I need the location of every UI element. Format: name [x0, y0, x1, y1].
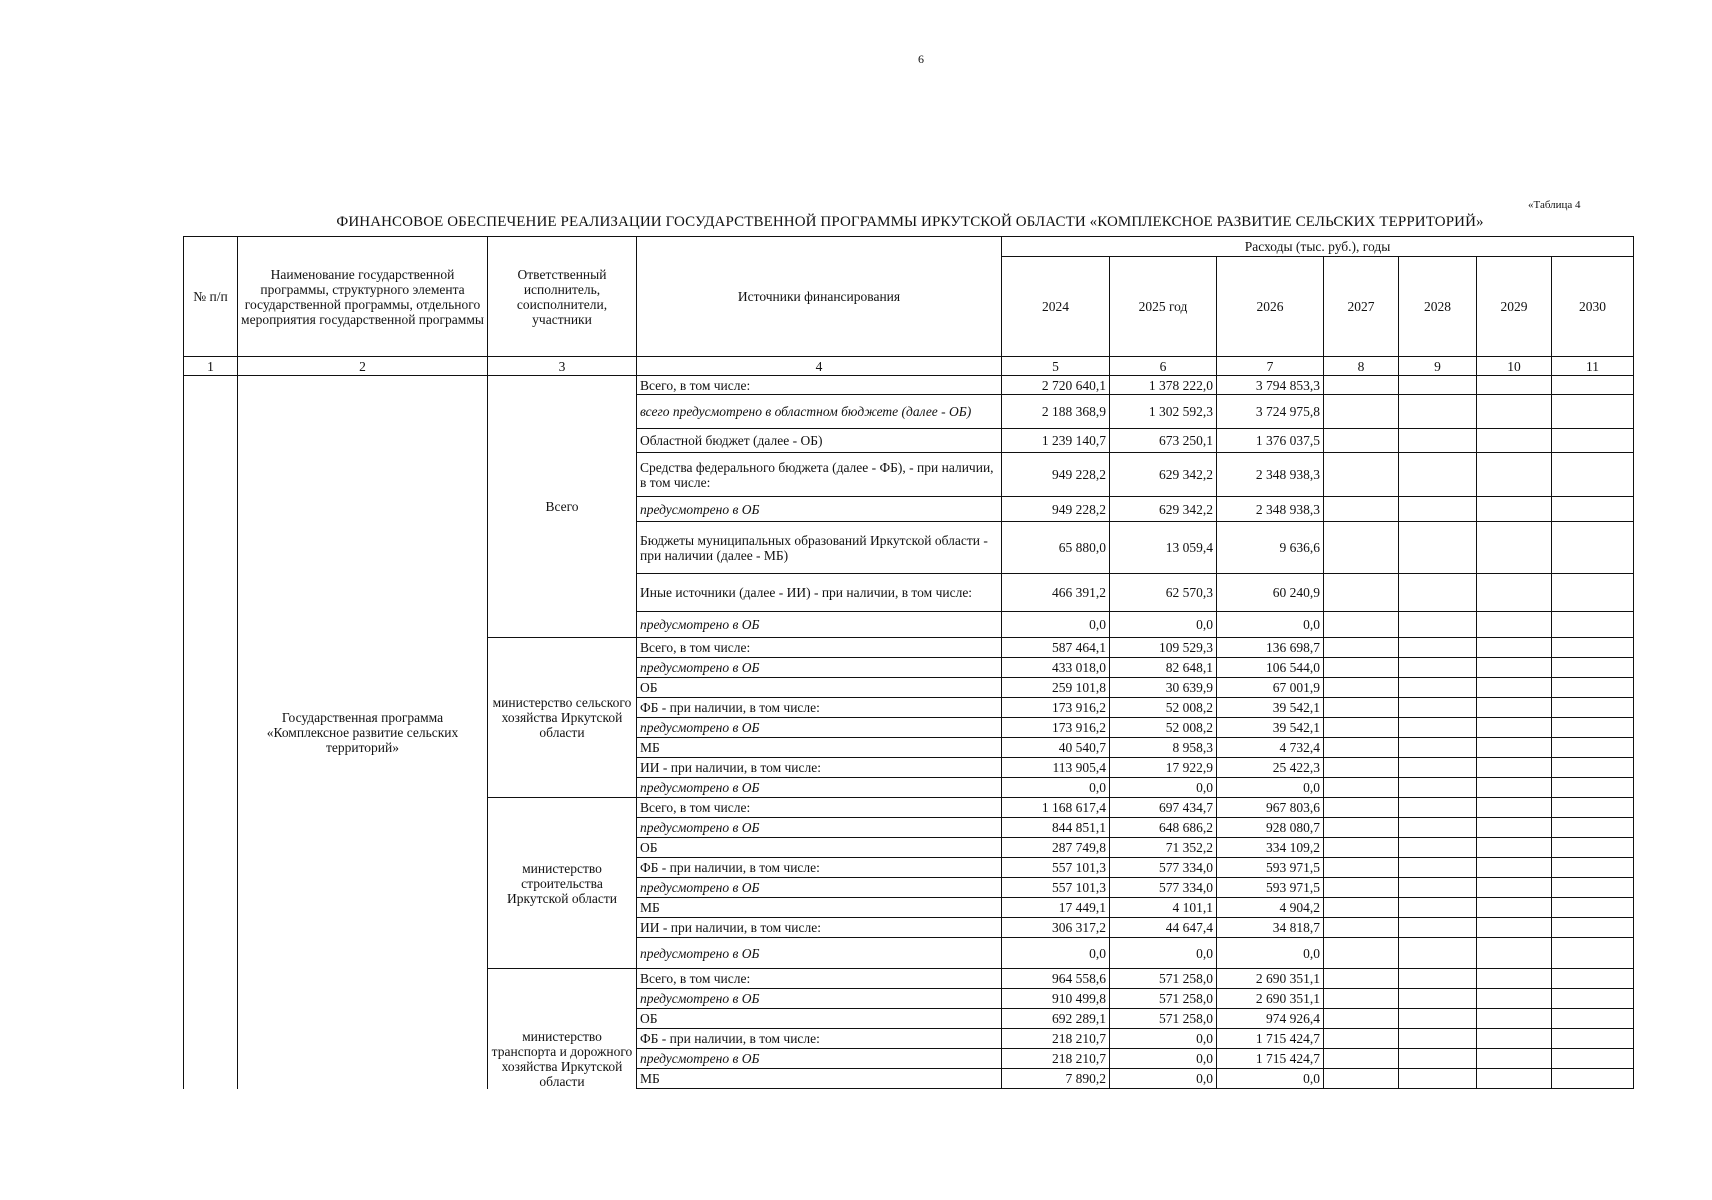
empty-year-cell [1399, 522, 1477, 574]
source-cell: предусмотрено в ОБ [637, 878, 1002, 898]
value-2025: 62 570,3 [1110, 574, 1217, 612]
empty-year-cell [1477, 858, 1552, 878]
empty-year-cell [1324, 838, 1399, 858]
value-2025: 17 922,9 [1110, 758, 1217, 778]
value-2025: 0,0 [1110, 1069, 1217, 1089]
value-2025: 0,0 [1110, 1029, 1217, 1049]
value-2024: 844 851,1 [1002, 818, 1110, 838]
header-year: 2030 [1552, 257, 1634, 357]
value-2026: 0,0 [1217, 938, 1324, 969]
value-2026: 67 001,9 [1217, 678, 1324, 698]
value-2026: 2 348 938,3 [1217, 497, 1324, 522]
value-2024: 587 464,1 [1002, 638, 1110, 658]
empty-year-cell [1552, 497, 1634, 522]
empty-year-cell [1324, 429, 1399, 453]
empty-year-cell [1324, 698, 1399, 718]
value-2024: 2 188 368,9 [1002, 395, 1110, 429]
empty-year-cell [1477, 658, 1552, 678]
empty-year-cell [1399, 738, 1477, 758]
value-2026: 0,0 [1217, 612, 1324, 638]
source-cell: предусмотрено в ОБ [637, 718, 1002, 738]
header-source: Источники финансирования [637, 237, 1002, 357]
value-2024: 0,0 [1002, 612, 1110, 638]
value-2025: 52 008,2 [1110, 718, 1217, 738]
value-2025: 1 378 222,0 [1110, 376, 1217, 395]
empty-year-cell [1399, 718, 1477, 738]
empty-year-cell [1324, 798, 1399, 818]
value-2025: 571 258,0 [1110, 1009, 1217, 1029]
empty-year-cell [1399, 818, 1477, 838]
empty-year-cell [1552, 938, 1634, 969]
empty-year-cell [1477, 738, 1552, 758]
empty-year-cell [1477, 678, 1552, 698]
empty-year-cell [1399, 1009, 1477, 1029]
value-2024: 65 880,0 [1002, 522, 1110, 574]
empty-year-cell [1399, 918, 1477, 938]
empty-year-cell [1399, 658, 1477, 678]
empty-year-cell [1324, 1049, 1399, 1069]
source-cell: предусмотрено в ОБ [637, 1049, 1002, 1069]
value-2024: 113 905,4 [1002, 758, 1110, 778]
row-number-cell [184, 376, 238, 1089]
value-2026: 0,0 [1217, 778, 1324, 798]
value-2024: 949 228,2 [1002, 453, 1110, 497]
empty-year-cell [1552, 395, 1634, 429]
value-2025: 673 250,1 [1110, 429, 1217, 453]
source-cell: предусмотрено в ОБ [637, 989, 1002, 1009]
empty-year-cell [1324, 878, 1399, 898]
empty-year-cell [1324, 969, 1399, 989]
source-cell: Всего, в том числе: [637, 376, 1002, 395]
value-2025: 577 334,0 [1110, 858, 1217, 878]
empty-year-cell [1399, 453, 1477, 497]
column-number: 6 [1110, 357, 1217, 376]
value-2026: 2 348 938,3 [1217, 453, 1324, 497]
column-number: 11 [1552, 357, 1634, 376]
empty-year-cell [1399, 574, 1477, 612]
value-2025: 577 334,0 [1110, 878, 1217, 898]
empty-year-cell [1477, 989, 1552, 1009]
value-2024: 557 101,3 [1002, 858, 1110, 878]
value-2024: 259 101,8 [1002, 678, 1110, 698]
empty-year-cell [1552, 718, 1634, 738]
column-number: 4 [637, 357, 1002, 376]
empty-year-cell [1324, 1009, 1399, 1029]
value-2025: 0,0 [1110, 612, 1217, 638]
value-2025: 109 529,3 [1110, 638, 1217, 658]
column-number: 5 [1002, 357, 1110, 376]
value-2025: 71 352,2 [1110, 838, 1217, 858]
empty-year-cell [1552, 778, 1634, 798]
financing-table [183, 236, 1634, 1089]
empty-year-cell [1552, 1009, 1634, 1029]
source-cell: Всего, в том числе: [637, 798, 1002, 818]
empty-year-cell [1552, 1069, 1634, 1089]
empty-year-cell [1399, 395, 1477, 429]
value-2024: 173 916,2 [1002, 698, 1110, 718]
empty-year-cell [1324, 918, 1399, 938]
empty-year-cell [1399, 858, 1477, 878]
source-cell: предусмотрено в ОБ [637, 938, 1002, 969]
empty-year-cell [1477, 376, 1552, 395]
value-2025: 697 434,7 [1110, 798, 1217, 818]
source-cell: Иные источники (далее - ИИ) - при наличии, в том числе: [637, 574, 1002, 612]
empty-year-cell [1477, 395, 1552, 429]
empty-year-cell [1552, 798, 1634, 818]
empty-year-cell [1477, 798, 1552, 818]
value-2025: 648 686,2 [1110, 818, 1217, 838]
value-2025: 629 342,2 [1110, 453, 1217, 497]
source-cell: Средства федерального бюджета (далее - ФБ), - при наличии, в том числе: [637, 453, 1002, 497]
empty-year-cell [1477, 698, 1552, 718]
empty-year-cell [1399, 778, 1477, 798]
source-cell: ИИ - при наличии, в том числе: [637, 918, 1002, 938]
value-2026: 25 422,3 [1217, 758, 1324, 778]
empty-year-cell [1552, 838, 1634, 858]
value-2024: 964 558,6 [1002, 969, 1110, 989]
empty-year-cell [1399, 1069, 1477, 1089]
empty-year-cell [1477, 838, 1552, 858]
column-number: 10 [1477, 357, 1552, 376]
executor-cell: министерство транспорта и дорожного хозяйства Иркутской области [488, 969, 637, 1089]
empty-year-cell [1477, 718, 1552, 738]
column-number: 9 [1399, 357, 1477, 376]
empty-year-cell [1324, 638, 1399, 658]
program-name: Государственная программа «Комплексное развитие сельских территорий» [238, 376, 488, 1089]
value-2024: 433 018,0 [1002, 658, 1110, 678]
source-cell: предусмотрено в ОБ [637, 778, 1002, 798]
empty-year-cell [1477, 898, 1552, 918]
source-cell: предусмотрено в ОБ [637, 658, 1002, 678]
header-year: 2024 [1002, 257, 1110, 357]
value-2024: 0,0 [1002, 778, 1110, 798]
empty-year-cell [1324, 758, 1399, 778]
value-2026: 9 636,6 [1217, 522, 1324, 574]
empty-year-cell [1552, 574, 1634, 612]
empty-year-cell [1324, 989, 1399, 1009]
value-2024: 7 890,2 [1002, 1069, 1110, 1089]
page-title: ФИНАНСОВОЕ ОБЕСПЕЧЕНИЕ РЕАЛИЗАЦИИ ГОСУДАРСТВЕННОЙ ПРОГРАММЫ ИРКУТСКОЙ ОБЛАСТИ «КОМПЛЕКСНОЕ РАЗВИТИЕ СЕЛЬСКИХ ТЕРРИТОРИЙ» [336, 214, 1484, 230]
value-2025: 629 342,2 [1110, 497, 1217, 522]
empty-year-cell [1477, 453, 1552, 497]
empty-year-cell [1324, 658, 1399, 678]
value-2024: 40 540,7 [1002, 738, 1110, 758]
empty-year-cell [1477, 818, 1552, 838]
empty-year-cell [1399, 376, 1477, 395]
empty-year-cell [1399, 798, 1477, 818]
value-2025: 8 958,3 [1110, 738, 1217, 758]
source-cell: предусмотрено в ОБ [637, 497, 1002, 522]
value-2024: 1 168 617,4 [1002, 798, 1110, 818]
empty-year-cell [1552, 858, 1634, 878]
empty-year-cell [1552, 612, 1634, 638]
empty-year-cell [1477, 938, 1552, 969]
value-2026: 136 698,7 [1217, 638, 1324, 658]
empty-year-cell [1324, 376, 1399, 395]
value-2026: 4 904,2 [1217, 898, 1324, 918]
value-2024: 466 391,2 [1002, 574, 1110, 612]
value-2026: 593 971,5 [1217, 858, 1324, 878]
empty-year-cell [1324, 898, 1399, 918]
value-2025: 0,0 [1110, 778, 1217, 798]
value-2026: 4 732,4 [1217, 738, 1324, 758]
empty-year-cell [1552, 453, 1634, 497]
empty-year-cell [1477, 1049, 1552, 1069]
empty-year-cell [1399, 938, 1477, 969]
column-number: 2 [238, 357, 488, 376]
value-2026: 334 109,2 [1217, 838, 1324, 858]
empty-year-cell [1477, 1009, 1552, 1029]
value-2026: 928 080,7 [1217, 818, 1324, 838]
value-2024: 173 916,2 [1002, 718, 1110, 738]
empty-year-cell [1552, 678, 1634, 698]
empty-year-cell [1399, 497, 1477, 522]
value-2026: 34 818,7 [1217, 918, 1324, 938]
source-cell: ОБ [637, 1009, 1002, 1029]
header-name: Наименование государственной программы, структурного элемента государственной программы, отдельного мероприятия государственной программы [238, 237, 488, 357]
value-2024: 218 210,7 [1002, 1049, 1110, 1069]
source-cell: ИИ - при наличии, в том числе: [637, 758, 1002, 778]
source-cell: МБ [637, 898, 1002, 918]
source-cell: ОБ [637, 838, 1002, 858]
value-2026: 3 794 853,3 [1217, 376, 1324, 395]
value-2024: 557 101,3 [1002, 878, 1110, 898]
table-label: «Таблица 4 [1528, 199, 1581, 211]
value-2025: 82 648,1 [1110, 658, 1217, 678]
empty-year-cell [1477, 429, 1552, 453]
source-cell: Всего, в том числе: [637, 969, 1002, 989]
value-2024: 1 239 140,7 [1002, 429, 1110, 453]
empty-year-cell [1552, 429, 1634, 453]
value-2026: 974 926,4 [1217, 1009, 1324, 1029]
value-2024: 287 749,8 [1002, 838, 1110, 858]
empty-year-cell [1552, 638, 1634, 658]
empty-year-cell [1399, 1049, 1477, 1069]
value-2026: 967 803,6 [1217, 798, 1324, 818]
executor-cell: министерство строительства Иркутской области [488, 798, 637, 969]
executor-cell: Всего [488, 376, 637, 638]
value-2025: 1 302 592,3 [1110, 395, 1217, 429]
empty-year-cell [1399, 838, 1477, 858]
empty-year-cell [1477, 1029, 1552, 1049]
empty-year-cell [1399, 758, 1477, 778]
value-2025: 44 647,4 [1110, 918, 1217, 938]
header-year: 2026 [1217, 257, 1324, 357]
source-cell: Областной бюджет (далее - ОБ) [637, 429, 1002, 453]
empty-year-cell [1399, 429, 1477, 453]
value-2026: 1 376 037,5 [1217, 429, 1324, 453]
value-2024: 218 210,7 [1002, 1029, 1110, 1049]
value-2026: 1 715 424,7 [1217, 1049, 1324, 1069]
value-2025: 571 258,0 [1110, 969, 1217, 989]
executor-cell: министерство сельского хозяйства Иркутской области [488, 638, 637, 798]
value-2025: 13 059,4 [1110, 522, 1217, 574]
value-2026: 0,0 [1217, 1069, 1324, 1089]
value-2025: 0,0 [1110, 938, 1217, 969]
empty-year-cell [1324, 718, 1399, 738]
value-2025: 52 008,2 [1110, 698, 1217, 718]
empty-year-cell [1324, 497, 1399, 522]
source-cell: предусмотрено в ОБ [637, 612, 1002, 638]
empty-year-cell [1324, 1029, 1399, 1049]
value-2024: 306 317,2 [1002, 918, 1110, 938]
column-number: 8 [1324, 357, 1399, 376]
header-year: 2028 [1399, 257, 1477, 357]
empty-year-cell [1324, 938, 1399, 969]
source-cell: МБ [637, 738, 1002, 758]
value-2025: 0,0 [1110, 1049, 1217, 1069]
empty-year-cell [1324, 678, 1399, 698]
empty-year-cell [1477, 1069, 1552, 1089]
empty-year-cell [1324, 818, 1399, 838]
empty-year-cell [1552, 522, 1634, 574]
value-2025: 4 101,1 [1110, 898, 1217, 918]
empty-year-cell [1477, 878, 1552, 898]
value-2026: 39 542,1 [1217, 698, 1324, 718]
value-2026: 1 715 424,7 [1217, 1029, 1324, 1049]
empty-year-cell [1552, 658, 1634, 678]
page-number: 6 [918, 52, 924, 66]
empty-year-cell [1552, 969, 1634, 989]
empty-year-cell [1399, 989, 1477, 1009]
empty-year-cell [1552, 818, 1634, 838]
header-num: № п/п [184, 237, 238, 357]
empty-year-cell [1552, 1049, 1634, 1069]
empty-year-cell [1324, 453, 1399, 497]
empty-year-cell [1399, 878, 1477, 898]
empty-year-cell [1399, 1029, 1477, 1049]
value-2025: 571 258,0 [1110, 989, 1217, 1009]
empty-year-cell [1324, 574, 1399, 612]
value-2025: 30 639,9 [1110, 678, 1217, 698]
value-2024: 0,0 [1002, 938, 1110, 969]
empty-year-cell [1552, 989, 1634, 1009]
value-2024: 17 449,1 [1002, 898, 1110, 918]
header-expenses: Расходы (тыс. руб.), годы [1002, 237, 1634, 257]
source-cell: ФБ - при наличии, в том числе: [637, 698, 1002, 718]
empty-year-cell [1399, 898, 1477, 918]
value-2026: 593 971,5 [1217, 878, 1324, 898]
value-2024: 2 720 640,1 [1002, 376, 1110, 395]
empty-year-cell [1324, 778, 1399, 798]
source-cell: ОБ [637, 678, 1002, 698]
header-year: 2025 год [1110, 257, 1217, 357]
empty-year-cell [1324, 395, 1399, 429]
source-cell: ФБ - при наличии, в том числе: [637, 1029, 1002, 1049]
source-cell: Бюджеты муниципальных образований Иркутской области - при наличии (далее - МБ) [637, 522, 1002, 574]
empty-year-cell [1552, 698, 1634, 718]
empty-year-cell [1324, 738, 1399, 758]
column-number: 1 [184, 357, 238, 376]
empty-year-cell [1552, 376, 1634, 395]
empty-year-cell [1552, 878, 1634, 898]
empty-year-cell [1324, 612, 1399, 638]
table-row [184, 376, 1634, 395]
header-year: 2027 [1324, 257, 1399, 357]
empty-year-cell [1399, 612, 1477, 638]
empty-year-cell [1552, 738, 1634, 758]
source-cell: МБ [637, 1069, 1002, 1089]
empty-year-cell [1552, 898, 1634, 918]
value-2024: 692 289,1 [1002, 1009, 1110, 1029]
empty-year-cell [1477, 918, 1552, 938]
empty-year-cell [1399, 969, 1477, 989]
value-2024: 949 228,2 [1002, 497, 1110, 522]
empty-year-cell [1477, 758, 1552, 778]
source-cell: предусмотрено в ОБ [637, 818, 1002, 838]
header-responsible: Ответственный исполнитель, соисполнители, участники [488, 237, 637, 357]
empty-year-cell [1477, 638, 1552, 658]
empty-year-cell [1552, 758, 1634, 778]
empty-year-cell [1399, 678, 1477, 698]
value-2026: 2 690 351,1 [1217, 989, 1324, 1009]
empty-year-cell [1477, 778, 1552, 798]
value-2024: 910 499,8 [1002, 989, 1110, 1009]
source-cell: Всего, в том числе: [637, 638, 1002, 658]
value-2026: 106 544,0 [1217, 658, 1324, 678]
header-year: 2029 [1477, 257, 1552, 357]
empty-year-cell [1324, 522, 1399, 574]
empty-year-cell [1477, 574, 1552, 612]
empty-year-cell [1399, 638, 1477, 658]
value-2026: 60 240,9 [1217, 574, 1324, 612]
empty-year-cell [1477, 612, 1552, 638]
source-cell: всего предусмотрено в областном бюджете (далее - ОБ) [637, 395, 1002, 429]
column-number: 3 [488, 357, 637, 376]
value-2026: 2 690 351,1 [1217, 969, 1324, 989]
empty-year-cell [1552, 918, 1634, 938]
empty-year-cell [1324, 858, 1399, 878]
empty-year-cell [1477, 969, 1552, 989]
empty-year-cell [1477, 497, 1552, 522]
source-cell: ФБ - при наличии, в том числе: [637, 858, 1002, 878]
value-2026: 39 542,1 [1217, 718, 1324, 738]
empty-year-cell [1399, 698, 1477, 718]
empty-year-cell [1477, 522, 1552, 574]
empty-year-cell [1324, 1069, 1399, 1089]
value-2026: 3 724 975,8 [1217, 395, 1324, 429]
empty-year-cell [1552, 1029, 1634, 1049]
column-number: 7 [1217, 357, 1324, 376]
